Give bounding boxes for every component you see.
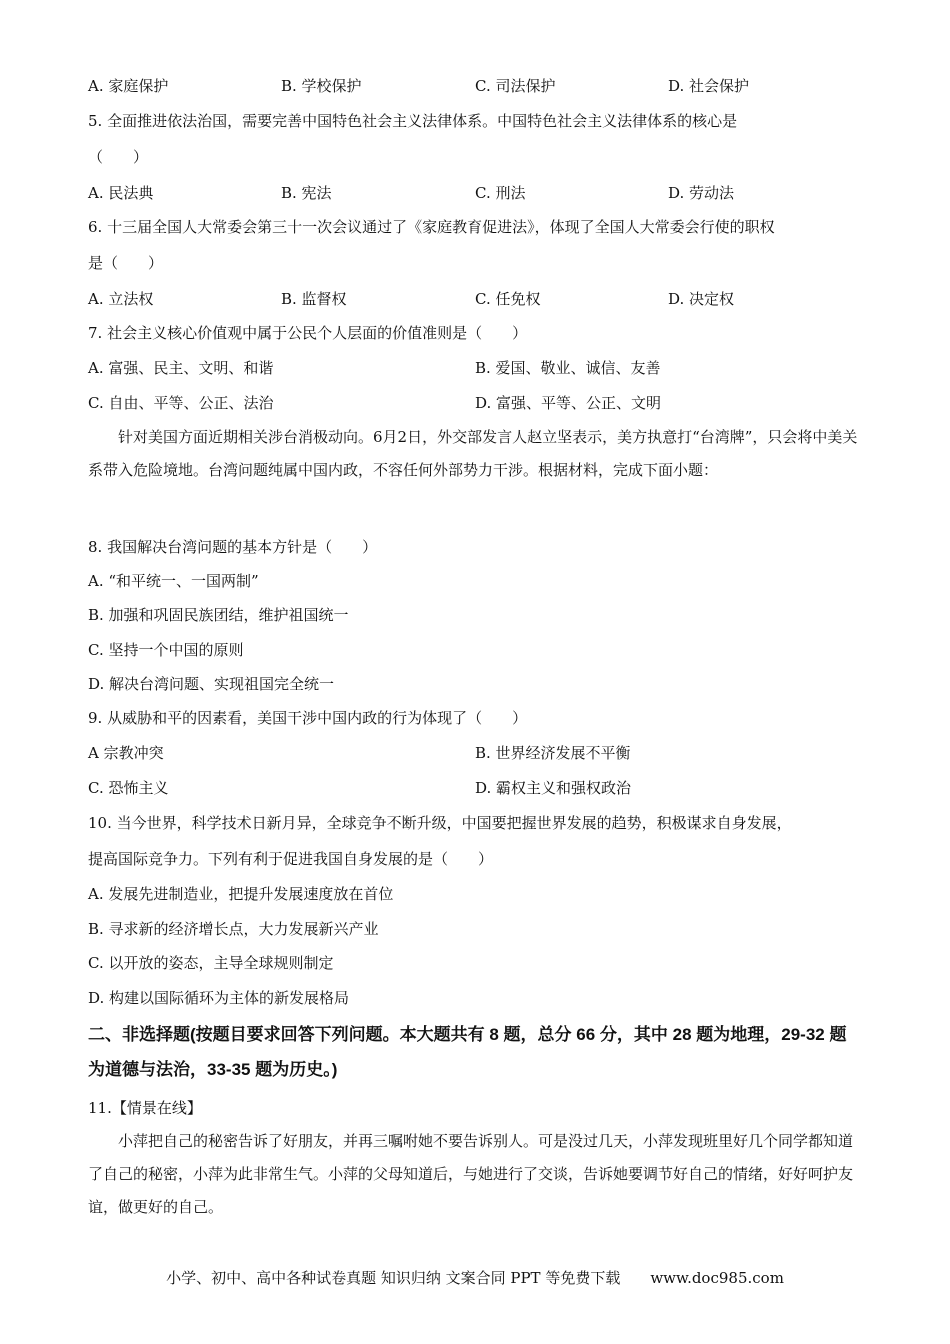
q5-stem: 5. 全面推进依法治国，需要完善中国特色社会主义法律体系。中国特色社会主义法律体系的核心是 <box>88 112 738 130</box>
q6-option-c: C. 任免权 <box>475 290 541 308</box>
q9-option-d: D. 霸权主义和强权政治 <box>475 779 632 797</box>
q10-option-b: B. 寻求新的经济增长点，大力发展新兴产业 <box>88 920 379 938</box>
q5-option-b: B. 宪法 <box>281 184 332 202</box>
q7-option-a: A. 富强、民主、文明、和谐 <box>88 359 274 377</box>
q10-option-c: C. 以开放的姿态，主导全球规则制定 <box>88 954 334 972</box>
page-footer: 小学、初中、高中各种试卷真题 知识归纳 文案合同 PPT 等免费下载 www.doc985.com <box>166 1269 784 1287</box>
q6-option-b: B. 监督权 <box>281 290 347 308</box>
q6-stem-cont: 是（ ） <box>88 254 164 272</box>
q9-option-b: B. 世界经济发展不平衡 <box>475 744 631 762</box>
q7-option-b: B. 爱国、敬业、诚信、友善 <box>475 359 661 377</box>
q7-option-c: C. 自由、平等、公正、法治 <box>88 394 274 412</box>
q8-option-b: B. 加强和巩固民族团结，维护祖国统一 <box>88 606 349 624</box>
q10-option-d: D. 构建以国际循环为主体的新发展格局 <box>88 989 350 1007</box>
section-heading <box>88 1017 863 1087</box>
q6-option-a: A. 立法权 <box>88 290 154 308</box>
q9-stem: 9. 从威胁和平的因素看，美国干涉中国内政的行为体现了（ ） <box>88 709 528 727</box>
q8-option-a: A. “和平统一、一国两制” <box>88 572 259 590</box>
q6-stem: 6. 十三届全国人大常委会第三十一次会议通过了《家庭教育促进法》，体现了全国人大常委会行使的职权 <box>88 218 775 236</box>
q10-stem: 10. 当今世界，科学技术日新月异，全球竞争不断升级，中国要把握世界发展的趋势，积极谋求自身发展， <box>88 814 792 832</box>
q5-stem-cont: （ ） <box>88 148 149 166</box>
q5-option-c: C. 刑法 <box>475 184 526 202</box>
q11-text: 小萍把自己的秘密告诉了好朋友，并再三嘱咐她不要告诉别人。可是没过几天，小萍发现班里好几个同学都知道了自己的秘密，小萍为此非常生气。小萍的父母知道后，与她进行了交谈，告诉她要调节好自己的情绪，好好呵护友谊，做更好的自己。 <box>88 1132 854 1216</box>
q4-option-b: B. 学校保护 <box>281 77 362 95</box>
q4-option-a: A. 家庭保护 <box>88 77 169 95</box>
q8-stem: 8. 我国解决台湾问题的基本方针是（ ） <box>88 538 378 556</box>
q10-option-a: A. 发展先进制造业，把提升发展速度放在首位 <box>88 885 394 903</box>
q8-option-d: D. 解决台湾问题、实现祖国完全统一 <box>88 675 335 693</box>
q7-stem: 7. 社会主义核心价值观中属于公民个人层面的价值准则是（ ） <box>88 324 528 342</box>
q11-title: 11.【情景在线】 <box>88 1099 202 1117</box>
q4-option-d: D. 社会保护 <box>668 77 750 95</box>
q9-option-a: A 宗教冲突 <box>88 744 164 762</box>
q10-stem-cont: 提高国际竞争力。下列有利于促进我国自身发展的是（ ） <box>88 850 494 868</box>
q6-option-d: D. 决定权 <box>668 290 735 308</box>
section-heading-text: 二、非选择题(按题目要求回答下列问题。本大题共有 8 题，总分 66 分，其中 28 题为地理，29-32 题为道德与法治，33-35 题为历史。) <box>88 1025 847 1079</box>
q5-option-a: A. 民法典 <box>88 184 154 202</box>
q7-option-d: D. 富强、平等、公正、文明 <box>475 394 662 412</box>
q4-option-c: C. 司法保护 <box>475 77 556 95</box>
q5-option-d: D. 劳动法 <box>668 184 735 202</box>
q9-option-c: C. 恐怖主义 <box>88 779 169 797</box>
q8-option-c: C. 坚持一个中国的原则 <box>88 641 244 659</box>
q11-scenario <box>88 1125 863 1224</box>
material-text: 针对美国方面近期相关涉台消极动向。6月2日，外交部发言人赵立坚表示，美方执意打“台湾牌”，只会将中美关系带入危险境地。台湾问题纯属中国内政，不容任何外部势力干涉。根据材料，完成下面小题： <box>88 428 858 479</box>
material-passage <box>88 421 863 487</box>
